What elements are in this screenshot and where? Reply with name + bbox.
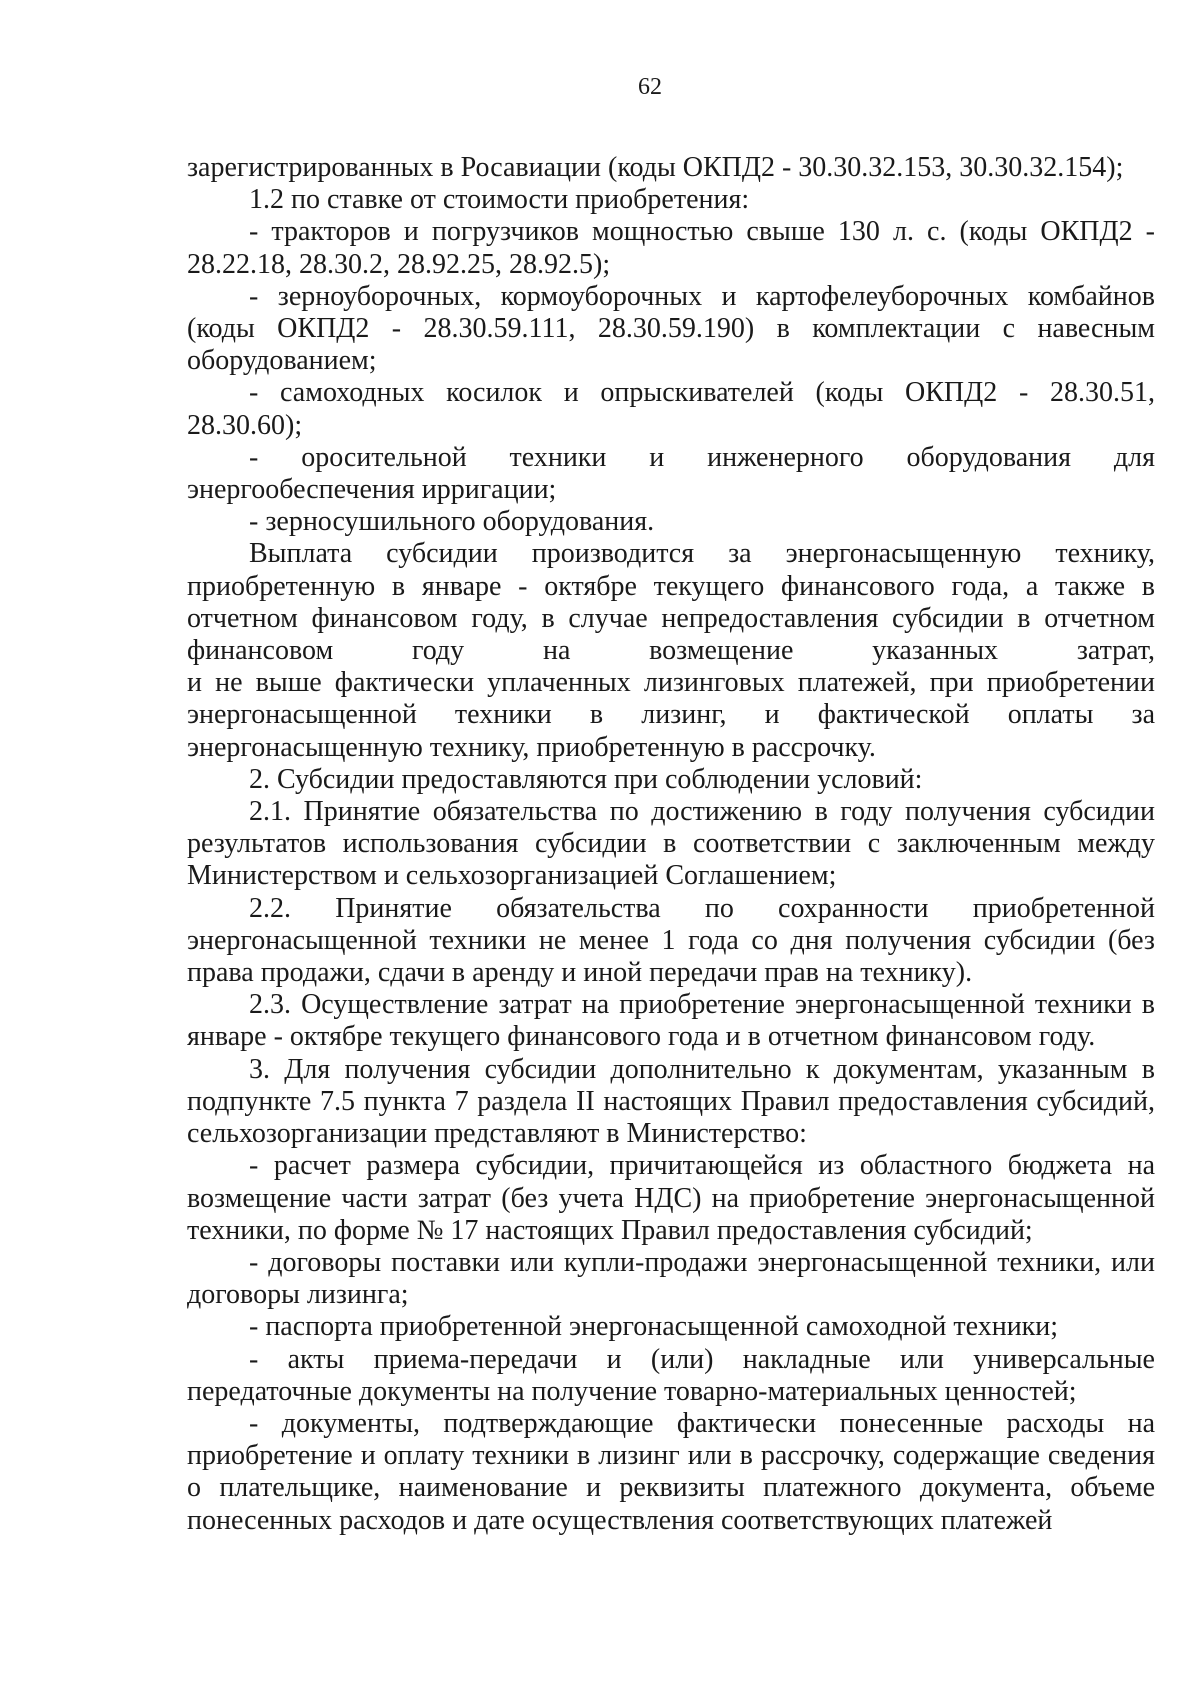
paragraph-tractors: - тракторов и погрузчиков мощностью свыше 130 л. с. (коды ОКПД2 - 28.22.18, 28.30.2, 28.92.25, 28.92.5); [187,216,1155,280]
document-body [187,152,1155,1537]
paragraph-condition-2-1: 2.1. Принятие обязательства по достижению в году получения субсидии результатов использования субсидии в соответствии с заключенным между Министерством и сельхозорганизацией Соглашением; [187,796,1155,892]
paragraph-condition-2-3: 2.3. Осуществление затрат на приобретение энергонасыщенной техники в январе - октябре текущего финансового года и в отчетном финансовом году. [187,989,1155,1053]
paragraph-documents-heading: 3. Для получения субсидии дополнительно к документам, указанным в подпункте 7.5 пункта 7 раздела II настоящих Правил предоставления субсидий, сельхозорганизации представляют в Министерство: [187,1053,1155,1150]
paragraph-payment-continued: и не выше фактически уплаченных лизинговых платежей, при приобретении энергонасыщенной техники в лизинг, и фактической оплаты за энергонасыщенную технику, приобретенную в рассрочку. [187,667,1155,763]
paragraph-acceptance-acts: - акты приема-передачи и (или) накладные или универсальные передаточные документы на получение товарно-материальных ценностей; [187,1343,1155,1407]
paragraph-grain-drying: - зерносушильного оборудования. [249,506,655,538]
paragraph-subsidy-calculation: - расчет размера субсидии, причитающейся из областного бюджета на возмещение части затрат (без учета НДС) на приобретение энергонасыщенной техники, по форме № 17 настоящих Правил предоставления субсидий; [187,1150,1155,1246]
paragraph-conditions-heading: 2. Субсидии предоставляются при соблюдении условий: [249,763,923,795]
paragraph-passports: - паспорта приобретенной энергонасыщенной самоходной техники; [249,1311,1059,1343]
paragraph-payment-documents: - документы, подтверждающие фактически понесенные расходы на приобретение и оплату техники в лизинг или в рассрочку, содержащие сведения о плательщике, наименование и реквизиты платежного документа, объеме понесенных расходов и дате осуществления соответствующих платежей [187,1407,1155,1536]
paragraph-payment: Выплата субсидии производится за энергонасыщенную технику, приобретенную в январе - октябре текущего финансового года, а также в отчетном финансовом году, в случае непредоставления субсидии в отчетном финансовом году на возмещение указанных затрат, [187,538,1155,667]
paragraph-rate-heading: 1.2 по ставке от стоимости приобретения: [249,184,750,216]
paragraph-contracts: - договоры поставки или купли-продажи энергонасыщенной техники, или договоры лизинга; [187,1246,1155,1311]
paragraph-rosaviation-codes: зарегистрированных в Росавиации (коды ОКПД2 - 30.30.32.153, 30.30.32.154); [187,152,1124,183]
page-number: 62 [638,74,662,100]
paragraph-mowers: - самоходных косилок и опрыскивателей (коды ОКПД2 - 28.30.51, 28.30.60); [187,377,1155,441]
paragraph-condition-2-2: 2.2. Принятие обязательства по сохранности приобретенной энергонасыщенной техники не менее 1 года со дня получения субсидии (без права продажи, сдачи в аренду и иной передачи прав на технику). [187,892,1155,989]
paragraph-combines: - зерноуборочных, кормоуборочных и картофелеуборочных комбайнов (коды ОКПД2 - 28.30.59.111, 28.30.59.190) в комплектации с навесным оборудованием; [187,280,1155,377]
paragraph-irrigation: - оросительной техники и инженерного оборудования для энергообеспечения ирригации; [187,441,1155,506]
